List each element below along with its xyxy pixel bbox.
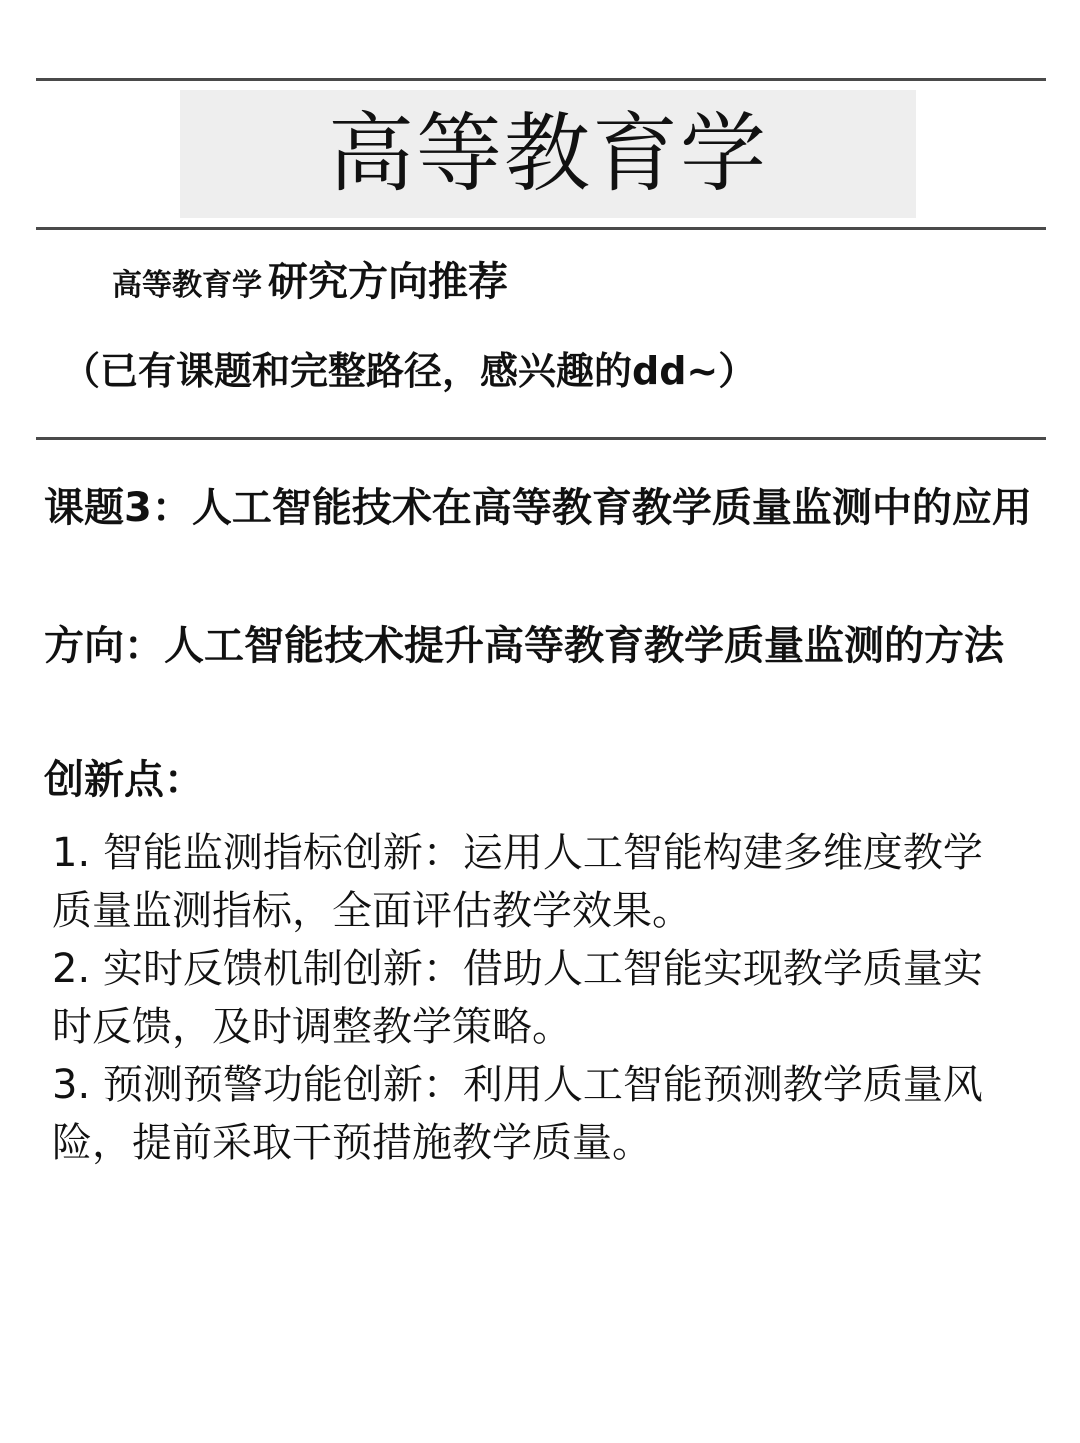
top-divider (36, 78, 1046, 81)
direction-heading: 方向：人工智能技术提升高等教育教学质量监测的方法 (44, 623, 1004, 669)
title-banner (180, 90, 916, 218)
subtitle-note: （已有课题和完整路径，感兴趣的dd~） (62, 349, 757, 393)
list-item: 2. 实时反馈机制创新：借助人工智能实现教学质量实时反馈，及时调整教学策略。 (52, 946, 983, 1050)
innovation-list (52, 824, 1022, 1172)
list-item: 3. 预测预警功能创新：利用人工智能预测教学质量风险，提前采取干预措施教学质量。 (52, 1062, 983, 1166)
subtitle (112, 259, 508, 305)
section-divider (36, 437, 1046, 440)
list-item: 1. 智能监测指标创新：运用人工智能构建多维度教学质量监测指标，全面评估教学效果。 (52, 830, 983, 934)
subtitle-prefix: 高等教育学 (112, 268, 262, 303)
title-divider (36, 227, 1046, 230)
page-title: 高等教育学 (328, 104, 768, 204)
innovation-title: 创新点： (44, 757, 204, 803)
topic-heading: 课题3：人工智能技术在高等教育教学质量监测中的应用 (44, 485, 1032, 531)
subtitle-main: 研究方向推荐 (268, 259, 508, 305)
